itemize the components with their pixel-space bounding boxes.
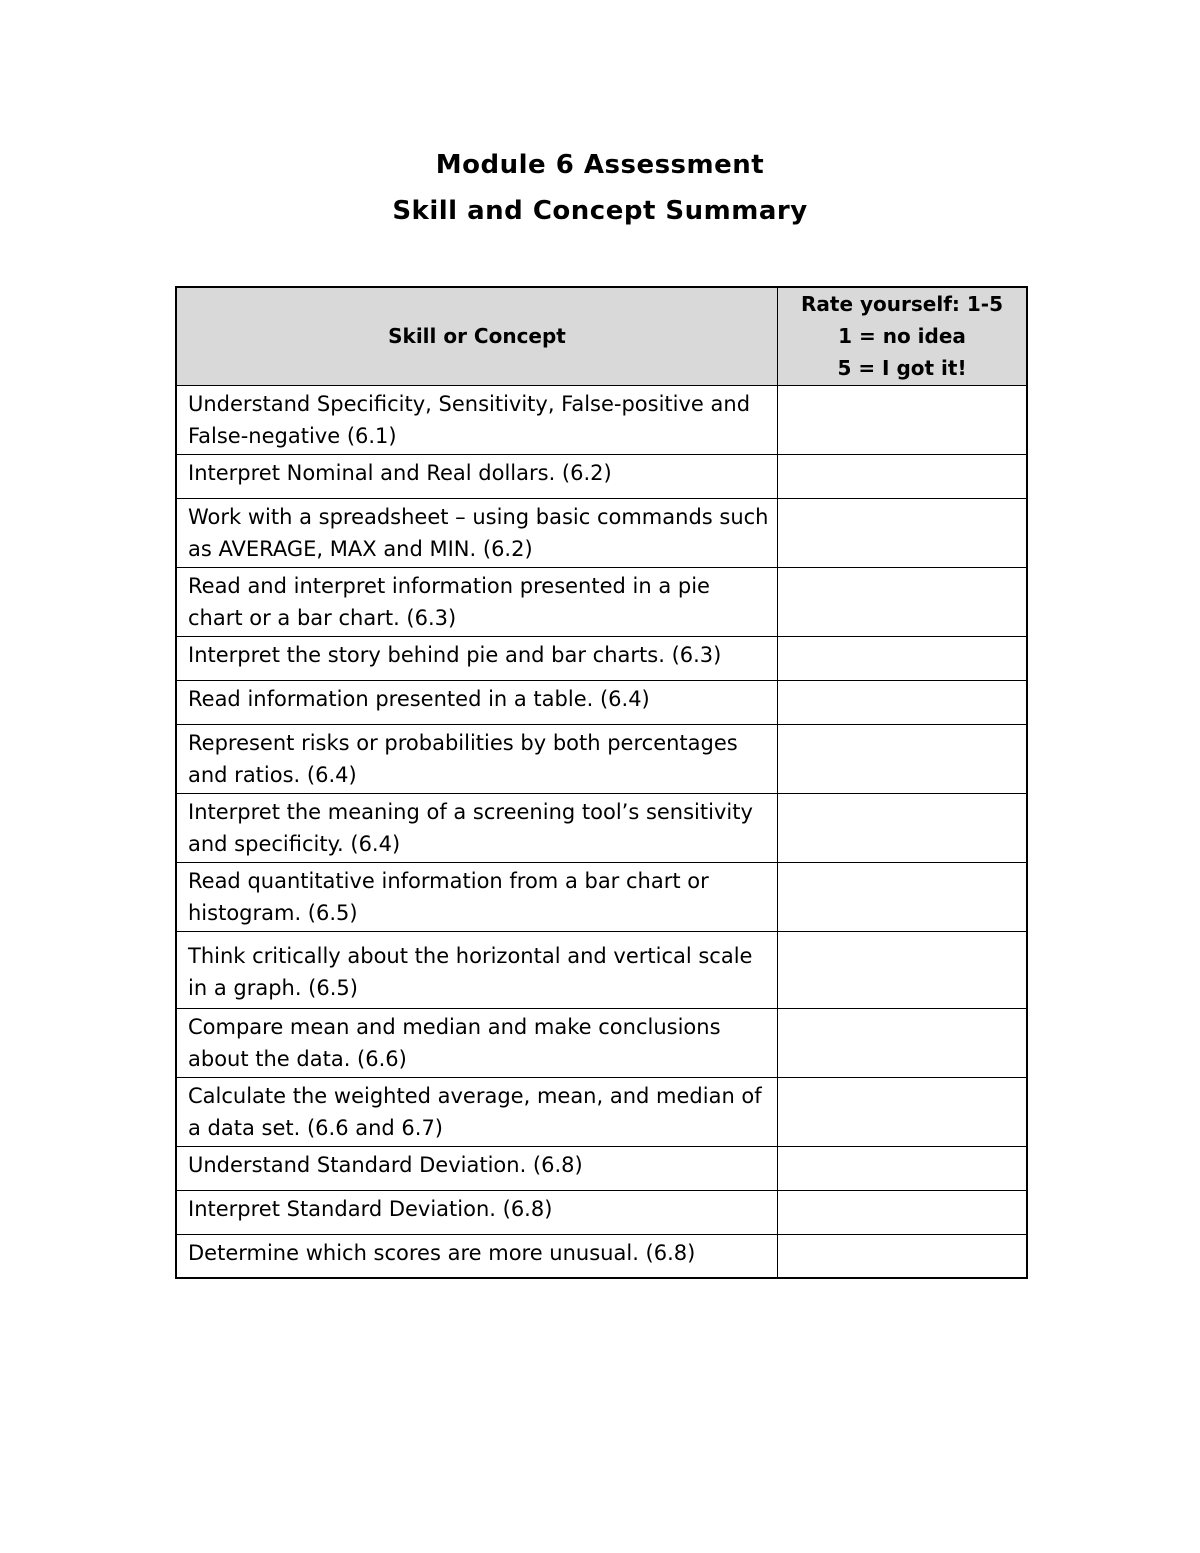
rating-cell[interactable] xyxy=(778,1146,1028,1190)
rating-cell[interactable] xyxy=(778,862,1028,931)
document-header xyxy=(0,142,1200,234)
rating-cell[interactable] xyxy=(778,931,1028,1008)
document-subtitle: Skill and Concept Summary xyxy=(392,196,808,226)
table-row xyxy=(176,724,1027,793)
skill-cell: Read quantitative information from a bar chart or histogram. (6.5) xyxy=(176,862,778,931)
table-row xyxy=(176,567,1027,636)
table-row xyxy=(176,862,1027,931)
rating-cell[interactable] xyxy=(778,385,1028,454)
rating-cell[interactable] xyxy=(778,1190,1028,1234)
skill-column-header: Skill or Concept xyxy=(176,287,778,385)
table-row xyxy=(176,793,1027,862)
skill-cell: Interpret Nominal and Real dollars. (6.2) xyxy=(176,454,778,498)
rating-cell[interactable] xyxy=(778,567,1028,636)
skill-cell: Read and interpret information presented in a pie chart or a bar chart. (6.3) xyxy=(176,567,778,636)
rating-cell[interactable] xyxy=(778,1008,1028,1077)
skill-cell: Interpret the meaning of a screening tool’s sensitivity and specificity. (6.4) xyxy=(176,793,778,862)
rating-cell[interactable] xyxy=(778,680,1028,724)
rating-cell[interactable] xyxy=(778,454,1028,498)
rating-header-line: 1 = no idea xyxy=(838,324,966,349)
table-row xyxy=(176,454,1027,498)
table-row xyxy=(176,636,1027,680)
rating-cell[interactable] xyxy=(778,1077,1028,1146)
table-row xyxy=(176,498,1027,567)
table-row xyxy=(176,1008,1027,1077)
skill-cell: Represent risks or probabilities by both percentages and ratios. (6.4) xyxy=(176,724,778,793)
skill-cell: Think critically about the horizontal and vertical scale in a graph. (6.5) xyxy=(176,931,778,1008)
rating-column-header xyxy=(778,287,1028,385)
table-row xyxy=(176,680,1027,724)
rating-cell[interactable] xyxy=(778,724,1028,793)
skill-summary-table xyxy=(175,286,1028,1279)
rating-cell[interactable] xyxy=(778,1234,1028,1278)
table-row xyxy=(176,385,1027,454)
rating-header-line: Rate yourself: 1-5 xyxy=(801,292,1003,317)
skill-cell: Determine which scores are more unusual. (6.8) xyxy=(176,1234,778,1278)
table-row xyxy=(176,931,1027,1008)
skill-cell: Understand Specificity, Sensitivity, False-positive and False-negative (6.1) xyxy=(176,385,778,454)
table-row xyxy=(176,1077,1027,1146)
rating-cell[interactable] xyxy=(778,793,1028,862)
skill-cell: Calculate the weighted average, mean, and median of a data set. (6.6 and 6.7) xyxy=(176,1077,778,1146)
rating-header-line: 5 = I got it! xyxy=(837,356,967,381)
skill-cell: Work with a spreadsheet – using basic commands such as AVERAGE, MAX and MIN. (6.2) xyxy=(176,498,778,567)
document-title: Module 6 Assessment xyxy=(435,150,765,180)
table-row xyxy=(176,1190,1027,1234)
table-header-row xyxy=(176,287,1027,385)
skill-cell: Compare mean and median and make conclusions about the data. (6.6) xyxy=(176,1008,778,1077)
skill-cell: Read information presented in a table. (6.4) xyxy=(176,680,778,724)
table-row xyxy=(176,1234,1027,1278)
rating-cell[interactable] xyxy=(778,498,1028,567)
skill-cell: Interpret the story behind pie and bar charts. (6.3) xyxy=(176,636,778,680)
skill-cell: Understand Standard Deviation. (6.8) xyxy=(176,1146,778,1190)
table-row xyxy=(176,1146,1027,1190)
rating-cell[interactable] xyxy=(778,636,1028,680)
skill-cell: Interpret Standard Deviation. (6.8) xyxy=(176,1190,778,1234)
